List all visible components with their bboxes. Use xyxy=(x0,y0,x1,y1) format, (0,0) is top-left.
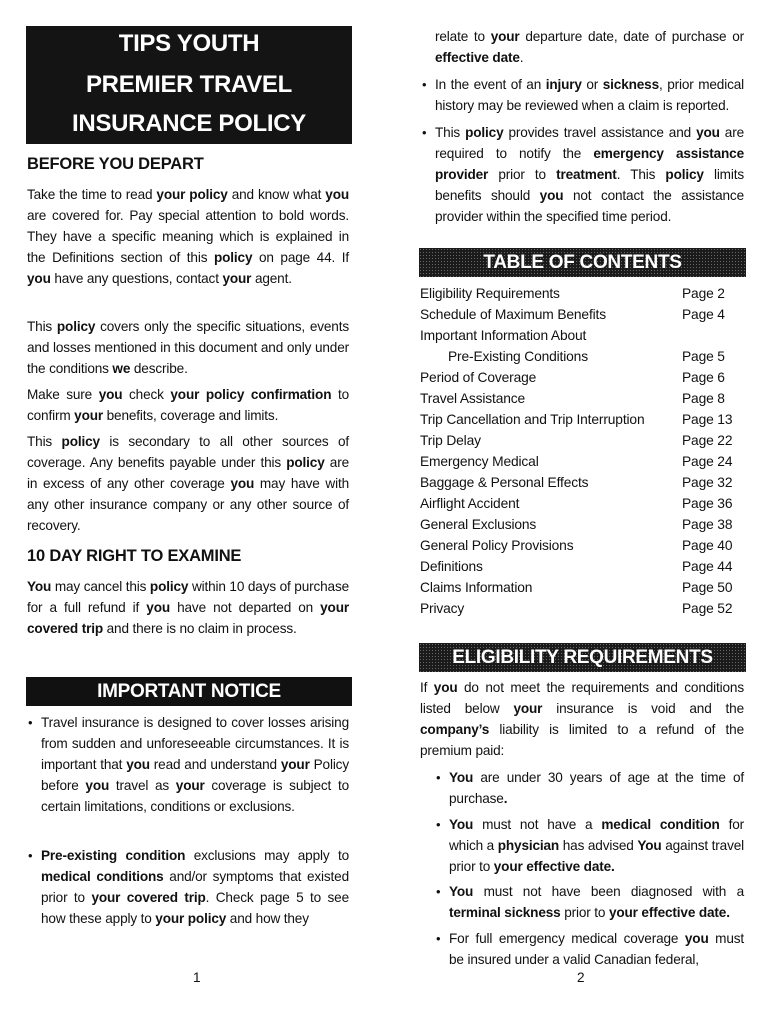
eligibility-intro: If you do not meet the requirements and conditions listed below your insurance is void and the company’s liability is limited to a refund of the premium paid: xyxy=(420,680,744,758)
toc-entry-title: Definitions xyxy=(420,559,483,574)
eligibility-bullet-3: • You must not have been diagnosed with a terminal sickness prior to your effective date. xyxy=(449,881,744,923)
toc-row xyxy=(420,493,746,514)
toc-entry-page: Page 40 xyxy=(682,538,733,553)
before-depart-paragraph-2: This policy covers only the specific situations, events and losses mentioned in this document and only under the conditions we describe. xyxy=(27,319,349,376)
toc-entry-title: General Exclusions xyxy=(420,517,537,532)
notice-bullet-1: • Travel insurance is designed to cover losses arising from sudden and unforeseeable circumstances. It is important that you read and understand your Policy before you travel as your coverage is subject to certain limitations, conditions or exclusions. xyxy=(41,712,349,817)
page-number-right: 2 xyxy=(577,970,585,985)
eligibility-bullet-2: • You must not have a medical condition for which a physician has advised You against travel prior to your effective date. xyxy=(449,814,744,877)
eligibility-bullet-1: • You are under 30 years of age at the time of purchase. xyxy=(449,767,744,809)
toc-row xyxy=(420,283,746,304)
toc-row xyxy=(420,514,746,535)
title-line-2: PREMIER TRAVEL xyxy=(85,71,293,98)
eligibility-bullet-4: • For full emergency medical coverage you must be insured under a valid Canadian federal, xyxy=(449,928,744,970)
important-notice-heading: IMPORTANT NOTICE xyxy=(26,677,352,706)
toc-entry-page: Page 5 xyxy=(682,349,725,364)
toc-row xyxy=(420,346,746,367)
notice-bullet-2-part-1: • Pre-existing condition exclusions may apply to medical conditions and/or symptoms that existed prior to your covered trip. Check page 5 to see how these apply to your policy and how they xyxy=(41,845,349,929)
toc-entry-title: Airflight Accident xyxy=(420,496,520,511)
toc-entry-page: Page 4 xyxy=(682,307,725,322)
toc-row xyxy=(420,325,746,346)
toc-entry-title: Claims Information xyxy=(420,580,533,595)
toc-entry-title: Travel Assistance xyxy=(420,391,526,406)
notice-bullet-3: • In the event of an injury or sickness, prior medical history may be reviewed when a claim is reported. xyxy=(435,74,744,116)
toc-entry-page: Page 2 xyxy=(682,286,725,301)
toc-entry-page: Page 52 xyxy=(682,601,733,616)
ten-day-heading: 10 DAY RIGHT TO EXAMINE xyxy=(27,547,242,565)
toc-row xyxy=(420,367,746,388)
toc-entry-page: Page 6 xyxy=(682,370,725,385)
toc-row xyxy=(420,451,746,472)
toc-row xyxy=(420,304,746,325)
notice-bullet-2-part-2: relate to your departure date, date of purchase or effective date. xyxy=(435,29,744,65)
notice-bullet-4: • This policy provides travel assistance and you are required to notify the emergency assistance provider prior to treatment. This policy limits benefits should you not contact the assistance provider within the specified time period. xyxy=(435,122,744,227)
before-you-depart-heading: BEFORE YOU DEPART xyxy=(27,155,204,173)
table-of-contents xyxy=(420,283,746,619)
toc-entry-page: Page 22 xyxy=(682,433,733,448)
eligibility-heading: ELIGIBILITY REQUIREMENTS xyxy=(419,643,746,672)
toc-entry-page: Page 8 xyxy=(682,391,725,406)
toc-row xyxy=(420,388,746,409)
toc-entry-title: Trip Delay xyxy=(420,433,481,448)
toc-entry-page: Page 24 xyxy=(682,454,733,469)
toc-row xyxy=(420,409,746,430)
toc-entry-title: General Policy Provisions xyxy=(420,538,574,553)
title-line-3: INSURANCE POLICY xyxy=(72,110,306,137)
toc-entry-title: Eligibility Requirements xyxy=(420,286,560,301)
toc-entry-page: Page 44 xyxy=(682,559,733,574)
toc-entry-title: Pre-Existing Conditions xyxy=(448,349,588,364)
toc-row xyxy=(420,577,746,598)
policy-title-box xyxy=(26,26,352,144)
toc-row xyxy=(420,472,746,493)
toc-entry-title: Period of Coverage xyxy=(420,370,537,385)
toc-entry-title: Privacy xyxy=(420,601,465,616)
before-depart-paragraph-4: This policy is secondary to all other sources of coverage. Any benefits payable under this policy are in excess of any other coverage you may have with any other insurance company or any other source of recovery. xyxy=(27,434,350,533)
toc-entry-title: Baggage & Personal Effects xyxy=(420,475,589,490)
before-depart-paragraph-3: Make sure you check your policy confirmation to confirm your benefits, coverage and limits. xyxy=(27,387,349,423)
toc-entry-page: Page 32 xyxy=(682,475,733,490)
toc-entry-page: Page 50 xyxy=(682,580,733,595)
before-depart-paragraph-1: Take the time to read your policy and know what you are covered for. Pay special attention to bold words. They have a specific meaning which is explained in the Definitions section of this policy on page 44. If you have any questions, contact your agent. xyxy=(27,187,349,286)
page-number-left: 1 xyxy=(193,970,201,985)
title-line-1: TIPS YOUTH xyxy=(118,30,260,57)
toc-entry-title: Emergency Medical xyxy=(420,454,539,469)
toc-entry-page: Page 38 xyxy=(682,517,733,532)
toc-row xyxy=(420,430,746,451)
toc-entry-title: Schedule of Maximum Benefits xyxy=(420,307,606,322)
toc-row xyxy=(420,556,746,577)
toc-row xyxy=(420,535,746,556)
toc-entry-page: Page 36 xyxy=(682,496,733,511)
ten-day-paragraph: You may cancel this policy within 10 days of purchase for a full refund if you have not departed on your covered trip and there is no claim in process. xyxy=(27,579,350,636)
toc-entry-title: Important Information About xyxy=(420,328,587,343)
table-of-contents-heading: TABLE OF CONTENTS xyxy=(419,248,746,277)
toc-entry-page: Page 13 xyxy=(682,412,733,427)
toc-row xyxy=(420,598,746,619)
toc-entry-title: Trip Cancellation and Trip Interruption xyxy=(420,412,645,427)
